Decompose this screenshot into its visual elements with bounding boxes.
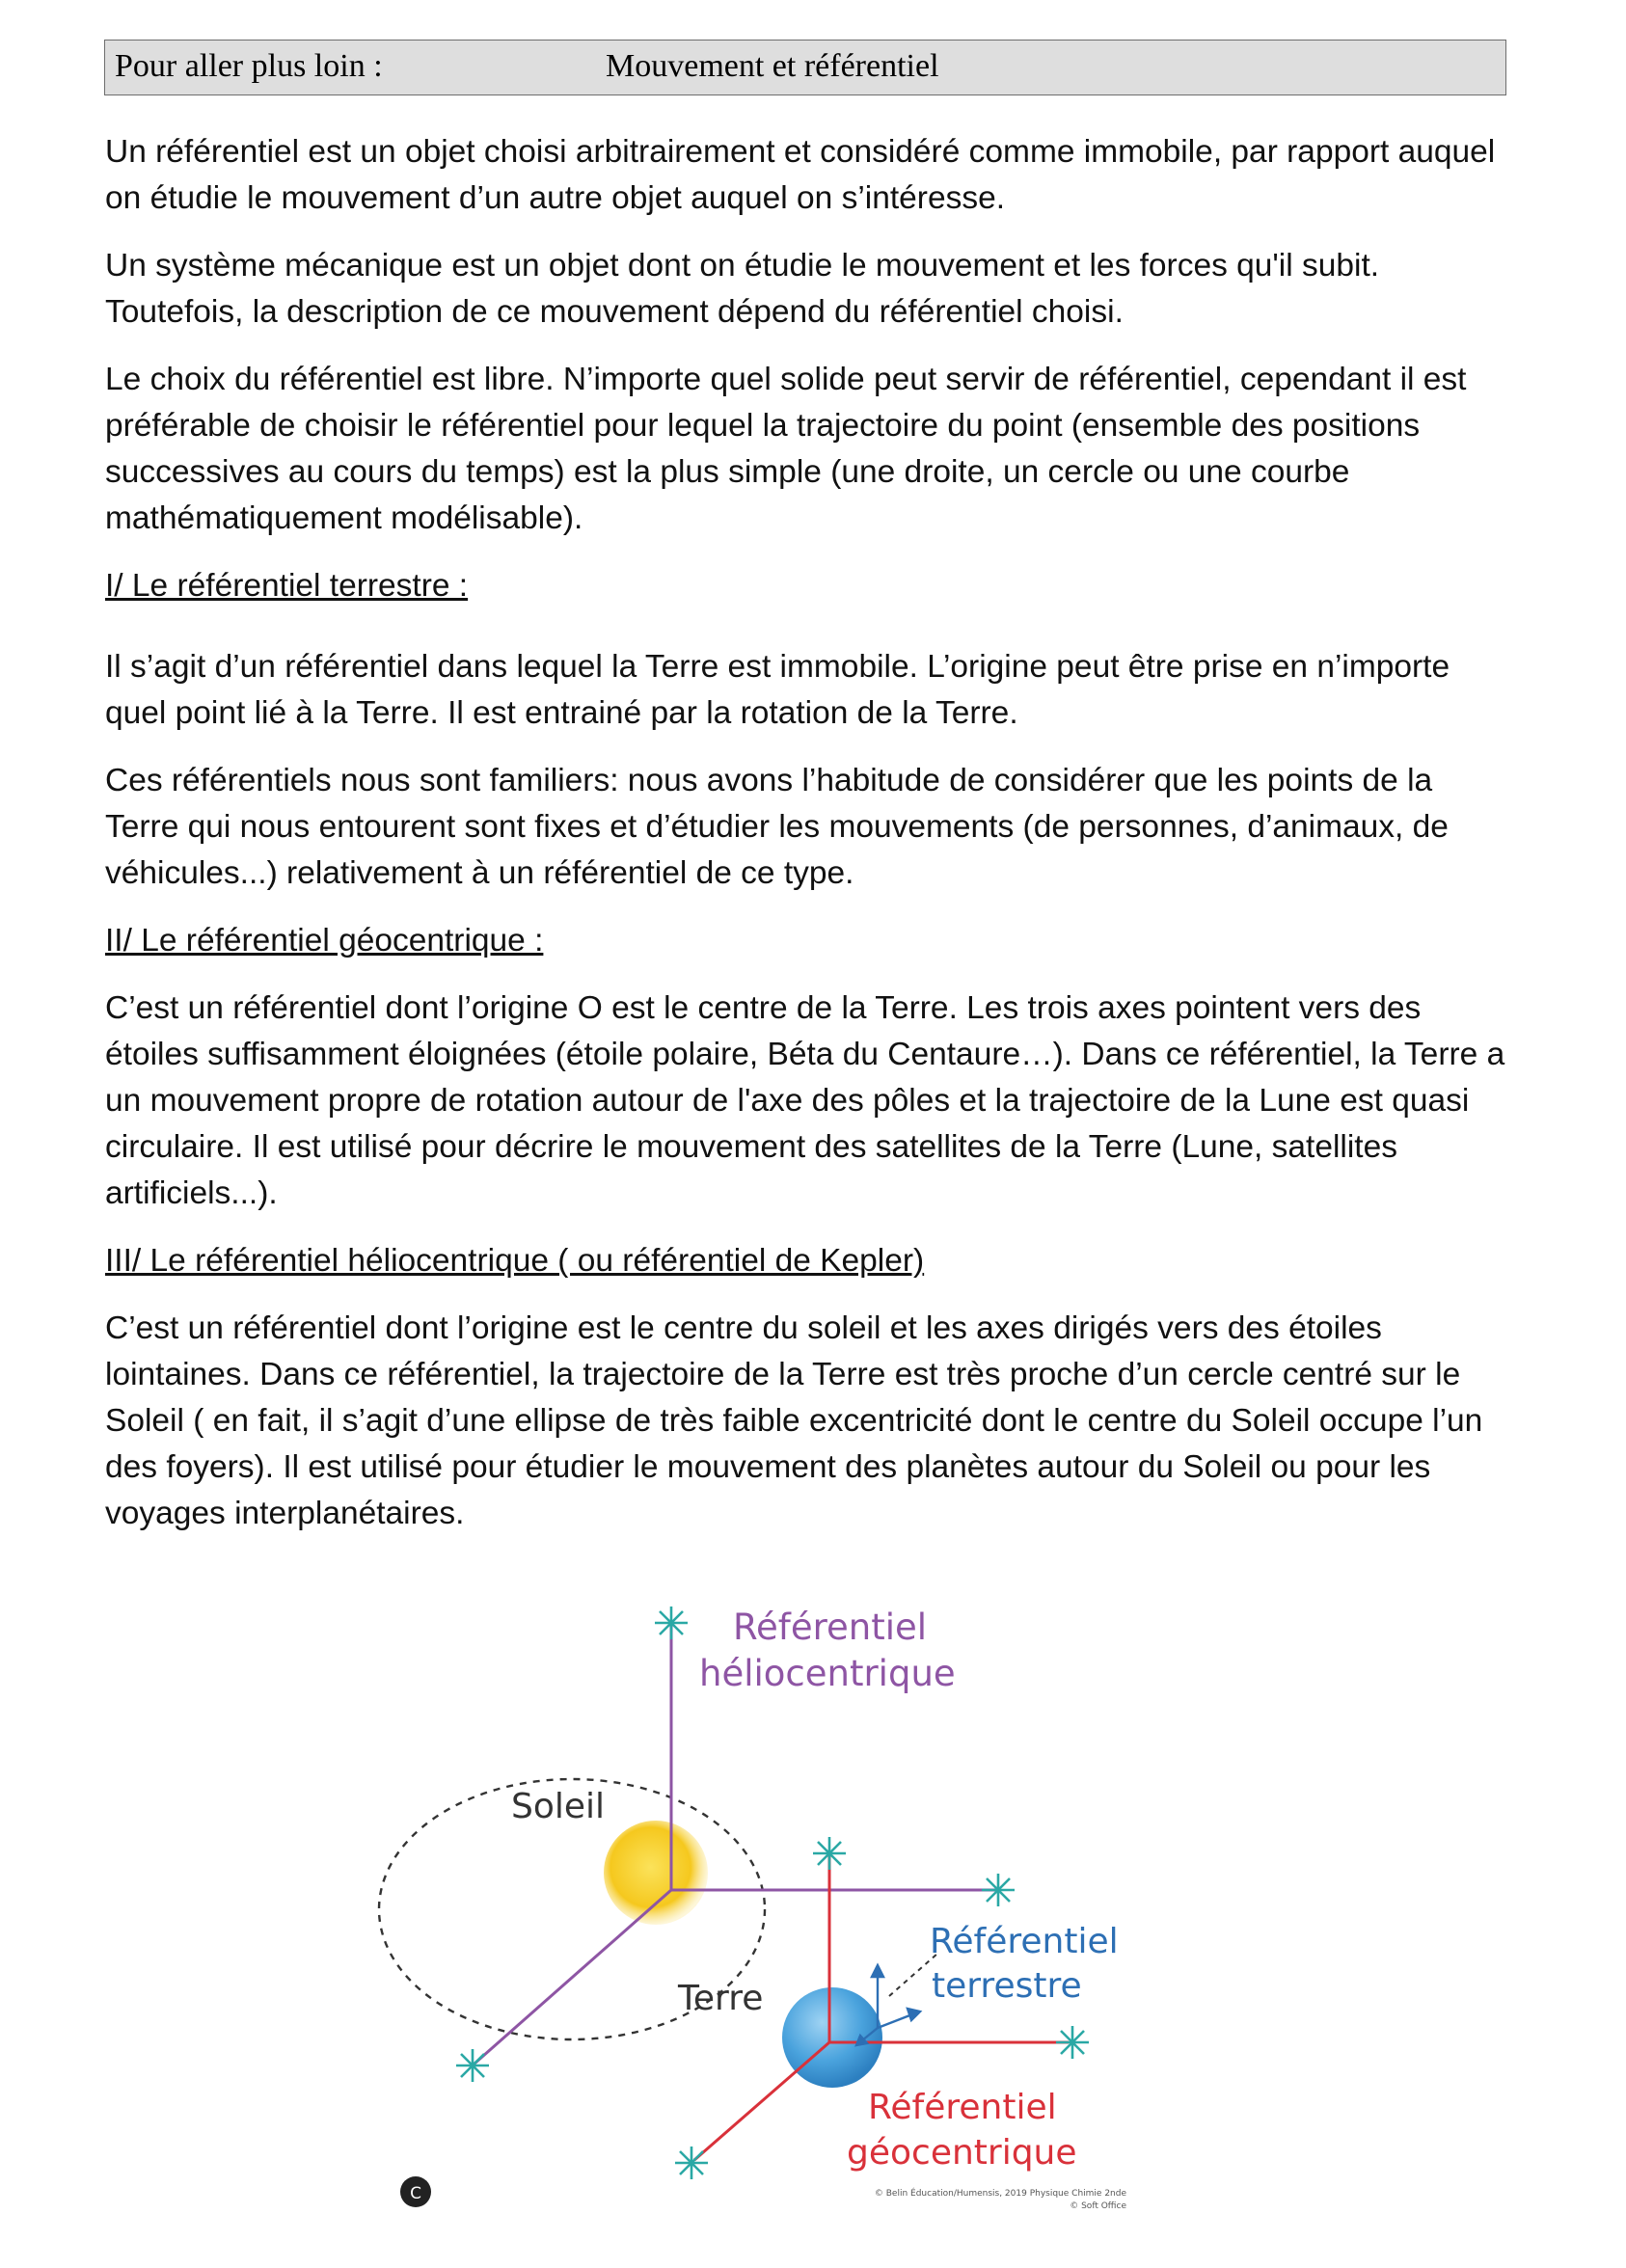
section-heliocentrique-paragraph: C’est un référentiel dont l’origine est le centre du soleil et les axes dirigés vers des étoiles lointaines. Dans ce référentiel, la trajectoire de la Terre est très proche d’un cercle centré sur le Soleil ( en fait, il s’agit d’une ellipse de très faible excentricité dont le centre du Soleil occupe l’un des foyers). Il est utilisé pour étudier le mouvement des planètes autour du Soleil ou pour les voyages interplanétaires.: [105, 1310, 1483, 1531]
section-terrestre-paragraph-1: Il s’agit d’un référentiel dans lequel la Terre est immobile. L’origine peut être prise en n’importe quel point lié à la Terre. Il est entrainé par la rotation de la Terre.: [105, 649, 1450, 731]
header-title: Mouvement et référentiel: [606, 48, 939, 84]
section-terrestre-paragraph-2: Ces référentiels nous sont familiers: nous avons l’habitude de considérer que les points de la Terre qui nous entourent sont fixes et d’étudier les mouvements (de personnes, d’animaux, de véhicules...) relativement à un référentiel de ce type.: [105, 763, 1449, 891]
intro-paragraph-3: Le choix du référentiel est libre. N’importe quel solide peut servir de référentiel, cependant il est préférable de choisir le référentiel pour lequel la trajectoire du point (ensemble des positions successives au cours du temps) est la plus simple (une droite, un cercle ou une courbe mathématiquement modélisable).: [105, 362, 1467, 536]
section-geocentrique-paragraph: C’est un référentiel dont l’origine O est le centre de la Terre. Les trois axes pointent vers des étoiles suffisamment éloignées (étoile polaire, Béta du Centaure…). Dans ce référentiel, la Terre a un mouvement propre de rotation autour de l'axe des pôles et la trajectoire de la Lune est quasi circulaire. Il est utilisé pour décrire le mouvement des satellites de la Terre (Lune, satellites artificiels...).: [105, 990, 1505, 1211]
label-terrestre-line2: terrestre: [932, 1966, 1082, 2006]
referentiels-diagram: [366, 1581, 1157, 2218]
label-terrestre-line1: Référentiel: [930, 1922, 1119, 1961]
referentiels-figure: [366, 1581, 1157, 2218]
star-icon: [675, 2146, 708, 2179]
star-icon: [813, 1837, 846, 1870]
label-heliocentrique-line2: héliocentrique: [699, 1653, 956, 1694]
header-left-label: Pour aller plus loin :: [115, 48, 383, 84]
label-geocentrique-line1: Référentiel: [868, 2088, 1057, 2127]
document-body: [105, 129, 1513, 1558]
intro-paragraph-1: Un référentiel est un objet choisi arbitrairement et considéré comme immobile, par rapport auquel on étudie le mouvement d’un autre objet auquel on s’intéresse.: [105, 134, 1496, 216]
section-heading-terrestre: I/ Le référentiel terrestre :: [105, 568, 469, 604]
star-icon: [982, 1874, 1015, 1906]
star-icon: [1056, 2026, 1089, 2059]
badge-icon: [400, 2176, 431, 2207]
sun: [604, 1821, 708, 1925]
label-geocentrique-line2: géocentrique: [847, 2133, 1077, 2173]
label-soleil: Soleil: [511, 1787, 606, 1826]
badge-label: C: [410, 2184, 421, 2203]
section-heading-heliocentrique: III/ Le référentiel héliocentrique ( ou référentiel de Kepler): [105, 1243, 925, 1279]
copyright-line1: © Belin Éducation/Humensis, 2019 Physique Chimie 2nde: [874, 2189, 1126, 2199]
label-heliocentrique-line1: Référentiel: [733, 1606, 928, 1648]
intro-paragraph-2: Un système mécanique est un objet dont on étudie le mouvement et les forces qu'il subit. Toutefois, la description de ce mouvement dépend du référentiel choisi.: [105, 248, 1380, 330]
star-icon: [456, 2049, 489, 2082]
header-box: [104, 40, 1506, 95]
label-terre: Terre: [678, 1979, 764, 2018]
copyright-line2: © Soft Office: [1070, 2201, 1126, 2211]
section-heading-geocentrique: II/ Le référentiel géocentrique :: [105, 923, 544, 958]
star-icon: [655, 1606, 688, 1639]
